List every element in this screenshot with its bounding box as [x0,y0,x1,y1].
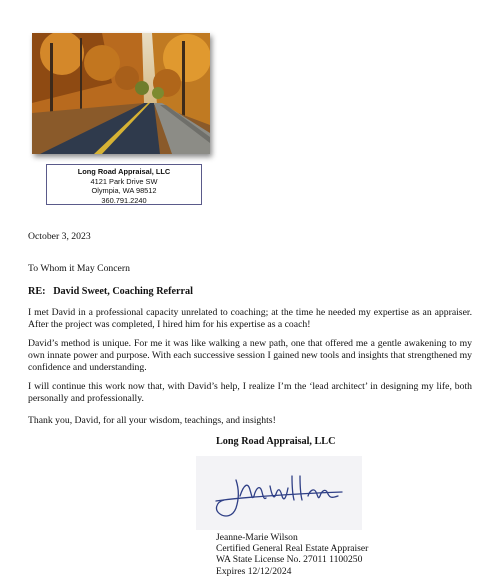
re-subject: David Sweet, Coaching Referral [53,286,193,297]
signature-block [216,532,368,577]
letterhead-address-box [46,164,202,205]
letter-paragraph-4: Thank you, David, for all your wisdom, teachings, and insights! [28,415,276,426]
handwritten-signature [196,456,362,530]
signature-company: Long Road Appraisal, LLC [216,436,336,447]
letter-paragraph-2: David’s method is unique. For me it was like walking a new path, one that offered me a gentle awakening to my own innate power and purpose. With each successive session I gained new tools and insights that strengthened my confidence and understanding. [28,338,472,374]
letterhead-phone: 360.791.2240 [101,195,147,205]
letterhead-street: 4121 Park Drive SW [90,176,158,186]
letter-re-line [28,286,193,297]
letterhead-company: Long Road Appraisal, LLC [77,167,171,176]
letter-date: October 3, 2023 [28,231,91,242]
letter-paragraph-3: I will continue this work now that, with David’s help, I realize I’m the ‘lead architect’ in designing my life, both personally and professionally. [28,381,472,405]
letterhead-photo [32,33,210,154]
signer-name: Jeanne-Marie Wilson [216,532,298,543]
signer-license-expiry: Expires 12/12/2024 [216,565,292,577]
letterhead-city: Olympia, WA 98512 [91,186,157,196]
letter-paragraph-1: I met David in a professional capacity unrelated to coaching; at the time he needed my expertise as an appraiser. After the project was completed, I hired him for his expertise as a coach! [28,307,472,331]
signer-license: WA State License No. 27011 1100250 [216,554,363,566]
signer-title: Certified General Real Estate Appraiser [216,543,369,555]
re-label: RE: [28,286,46,297]
letter-salutation: To Whom it May Concern [28,263,130,274]
